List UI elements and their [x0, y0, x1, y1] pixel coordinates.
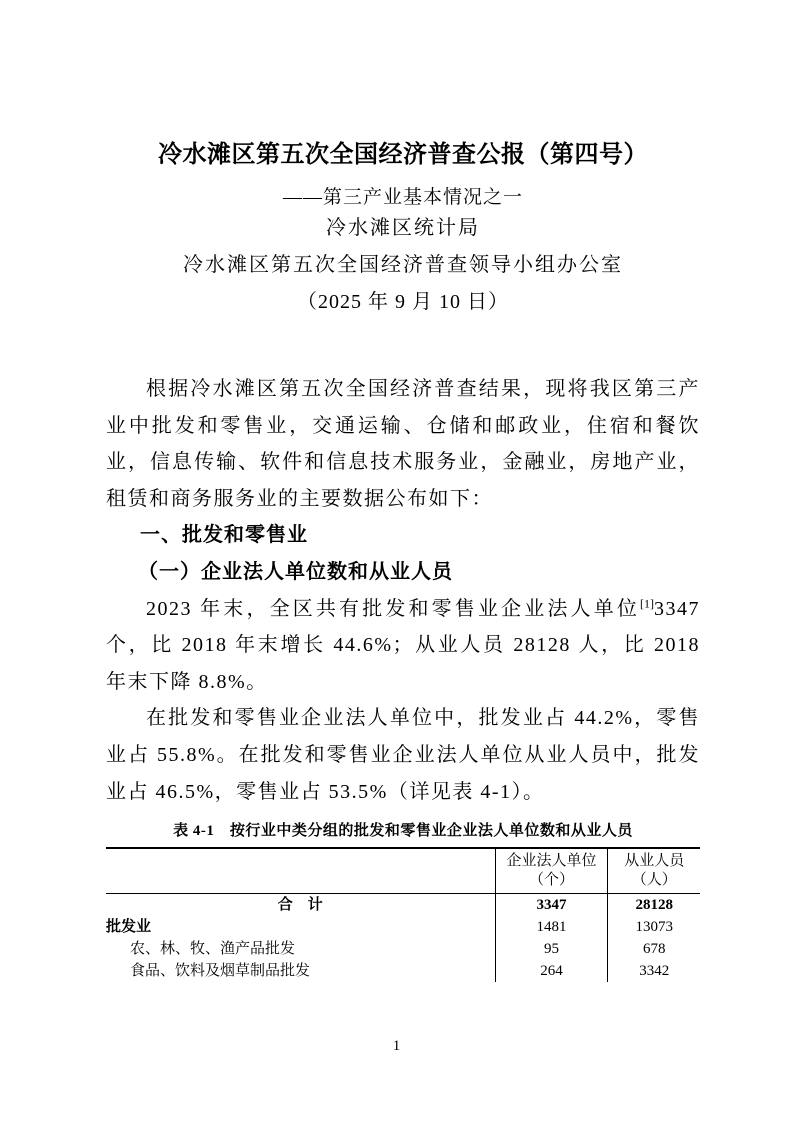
- intro-paragraph: 根据冷水滩区第五次全国经济普查结果，现将我区第三产业中批发和零售业，交通运输、仓储和邮政业，住宿和餐饮业，信息传输、软件和信息技术服务业，金融业，房地产业，租赁和商务服务业的主要数据公布如下：: [106, 378, 700, 510]
- industry-cell: 食品、饮料及烟草制品批发: [130, 963, 311, 980]
- section-heading-wholesale-retail: 一、批发和零售业: [140, 524, 308, 547]
- header-persons-line2: （人）: [631, 872, 677, 889]
- header-units-line1: 企业法人单位: [506, 853, 597, 870]
- table-4-1: [106, 847, 700, 982]
- units-cell: 264: [495, 960, 608, 982]
- header-units-cell: [495, 848, 608, 894]
- industry-cell: 农、林、牧、渔产品批发: [130, 941, 296, 958]
- persons-cell: 3342: [608, 960, 700, 982]
- paragraph-unit-counts-after-footnote: 3347 个，比 2018 年末增长 44.6%；从业人员 28128 人，比 2018 年末下降 8.8%。: [106, 597, 700, 693]
- table-row-food-wholesale: [106, 960, 700, 982]
- table-row-total: [106, 894, 700, 917]
- table-header-row: [106, 848, 700, 894]
- issuer-statistics-bureau: 冷水滩区统计局: [326, 217, 480, 239]
- document-title: 冷水滩区第五次全国经济普查公报（第四号）: [158, 142, 648, 168]
- table-row-wholesale: [106, 916, 700, 938]
- persons-cell: 13073: [608, 916, 700, 938]
- document-subtitle: ——第三产业基本情况之一: [282, 187, 523, 208]
- subsection-heading-legal-entities: （一）企业法人单位数和从业人员: [138, 560, 453, 583]
- units-cell: 1481: [495, 916, 608, 938]
- industry-cell: 合 计: [277, 897, 323, 914]
- table-caption: 表 4-1 按行业中类分组的批发和零售业企业法人单位数和从业人员: [173, 823, 633, 840]
- issuer-census-office: 冷水滩区第五次全国经济普查领导小组办公室: [183, 254, 623, 276]
- paragraph-unit-counts-before-footnote: 2023 年末，全区共有批发和零售业企业法人单位: [146, 597, 640, 620]
- paragraph-unit-counts: [106, 591, 700, 701]
- header-persons-cell: [608, 848, 700, 894]
- header-persons-line1: 从业人员: [624, 853, 685, 870]
- units-cell: 95: [495, 938, 608, 960]
- persons-cell: 28128: [608, 894, 700, 917]
- paragraph-shares: 在批发和零售业企业法人单位中，批发业占 44.2%，零售业占 55.8%。在批发和零售业企业法人单位从业人员中，批发业占 46.5%，零售业占 53.5%（详见表 4-1）。: [106, 707, 700, 803]
- header-units-line2: （个）: [528, 872, 574, 889]
- header-industry-cell: [106, 848, 495, 894]
- page-number: 1: [392, 1038, 401, 1054]
- persons-cell: 678: [608, 938, 700, 960]
- footnote-marker: [1]: [640, 595, 654, 610]
- publication-date: （2025 年 9 月 10 日）: [297, 291, 509, 313]
- industry-cell: 批发业: [106, 919, 152, 936]
- table-row-agri-wholesale: [106, 938, 700, 960]
- units-cell: 3347: [495, 894, 608, 917]
